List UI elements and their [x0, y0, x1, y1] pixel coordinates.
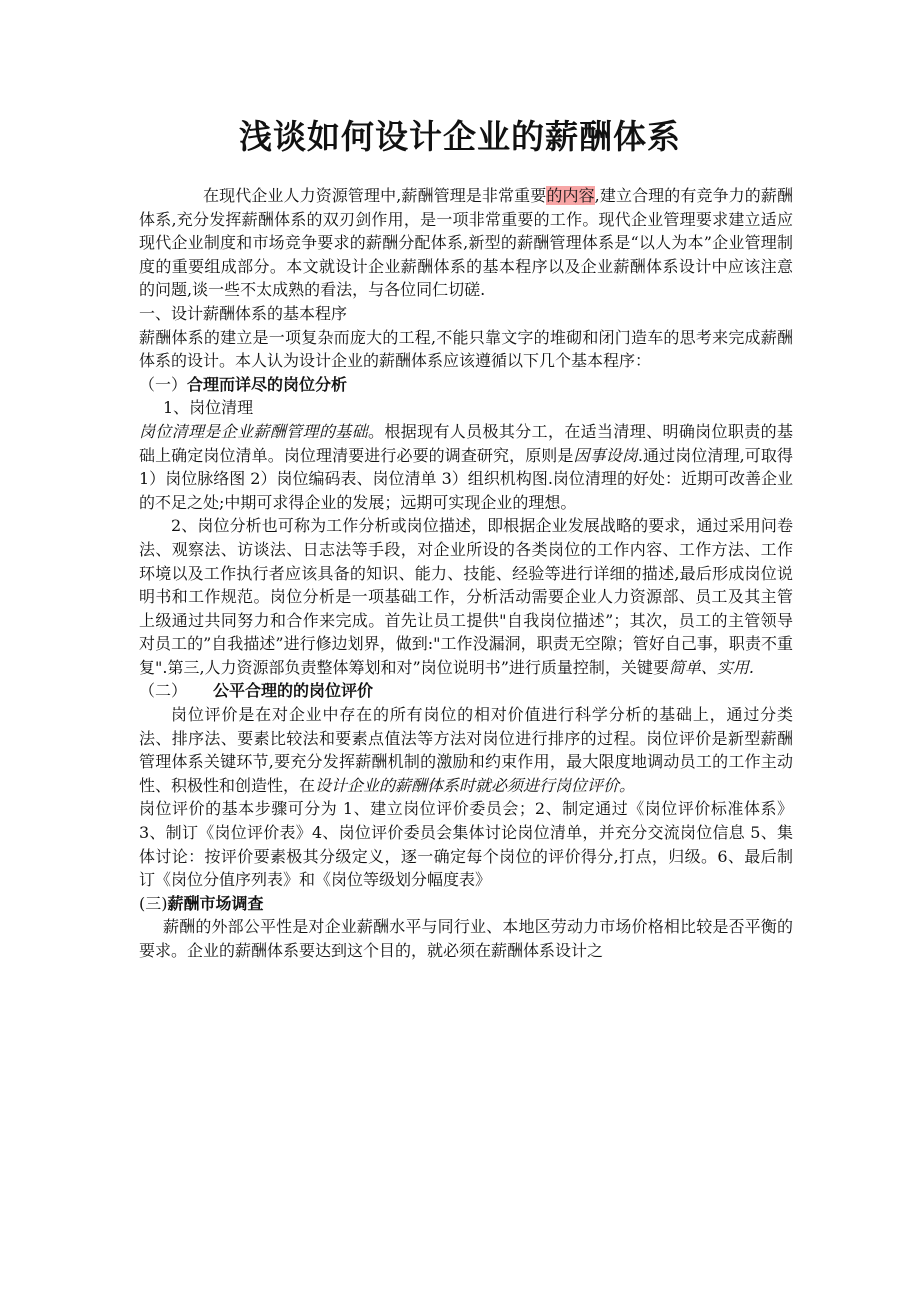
item2-italic-end: 简单、实用.: [668, 657, 754, 677]
intro-text-before: 在现代企业人力资源管理中,薪酬管理是非常重要: [203, 186, 547, 205]
intro-paragraph: [139, 184, 793, 302]
subsection2-heading: [139, 679, 793, 703]
highlighted-text: 的内容: [546, 186, 595, 205]
item1-paragraph: [139, 420, 793, 514]
item2-text: 2、岗位分析也可称为工作分析或岗位描述，即根据企业发展战略的要求，通过采用问卷法、观察法、访谈法、日志法等手段，对企业所设的各类岗位的工作内容、工作方法、工作环境以及工作执行者应该具备的知识、能力、技能、经验等进行详细的描述,最后形成岗位说明书和工作规范。岗位分析是一项基础工作，分析活动需要企业人力资源部、员工及其主管上级通过共同努力和合作来完成。首先让员工提供"自我岗位描述”；其次，员工的主管领导对员工的”自我描述”进行修边划界，做到:"工作没漏洞，职责无空隙；管好自己事，职责不重复".第三,人力资源部负责整体筹划和对”岗位说明书”进行质量控制，关键要: [139, 516, 793, 677]
item1-heading: 1、岗位清理: [163, 398, 254, 418]
document-body: [139, 184, 793, 963]
subsection2-number: （二）: [139, 681, 188, 701]
item2-paragraph: [139, 514, 793, 679]
subsection2-title: 公平合理的的岗位评价: [213, 681, 374, 701]
section1-intro-paragraph: 薪酬体系的建立是一项复杂而庞大的工程,不能只靠文字的堆砌和闭门造车的思考来完成薪酬体系的设计。本人认为设计企业的薪酬体系应该遵循以下几个基本程序：: [139, 327, 793, 371]
item1-italic-lead: 岗位清理是企业薪酬管理的基础: [139, 421, 369, 441]
subsection3-paragraph: 薪酬的外部公平性是对企业薪酬水平与同行业、本地区劳动力市场价格相比较是否平衡的要求。企业的薪酬体系要达到这个目的，就必须在薪酬体系设计之: [139, 917, 793, 960]
subsection2-italic-end: 设计企业的薪酬体系时就必须进行岗位评价。: [315, 775, 636, 795]
subsection3-number: (三): [139, 893, 168, 913]
subsection3-heading: [139, 892, 793, 916]
subsection1-heading: [139, 373, 793, 397]
item1-italic-principle: 因事设岗: [573, 445, 638, 465]
subsection1-title: 合理而详尽的岗位分析: [187, 374, 348, 394]
section1-heading: 一、设计薪酬体系的基本程序: [139, 303, 348, 323]
subsection2-text: 岗位评价是在对企业中存在的所有岗位的相对价值进行科学分析的基础上，通过分类法、排序法、要素比较法和要素点值法等方法对岗位进行排序的过程。岗位评价是新型薪酬管理体系关键环节,要充分发挥薪酬机制的激励和约束作用，最大限度地调动员工的工作主动性、积极性和创造性，在: [139, 705, 793, 795]
document-title: 浅谈如何设计企业的薪酬体系: [239, 117, 681, 156]
evaluation-steps-paragraph: 岗位评价的基本步骤可分为 1、建立岗位评价委员会；2、制定通过《岗位评价标准体系》3、制订《岗位评价表》4、岗位评价委员会集体讨论岗位清单，并充分交流岗位信息 5、集体讨论：按评价要素极其分级定义，逐一确定每个岗位的评价得分,打点，归级。6、最后制订《岗位分值序列表》和《岗位等级划分幅度表》: [139, 799, 793, 890]
subsection2-paragraph: [139, 703, 793, 797]
intro-text-after: ,建立合理的有竞争力的薪酬体系,充分发挥薪酬体系的双刃剑作用，是一项非常重要的工作。现代企业管理要求建立适应现代企业制度和市场竞争要求的薪酬分配体系,新型的薪酬管理体系是“以人为本”企业管理制度的重要组成部分。本文就设计企业薪酬体系的基本程序以及企业薪酬体系设计中应该注意的问题,谈一些不太成熟的看法，与各位同仁切磋.: [139, 186, 793, 300]
item1-text: 。根据现有人员极其分工，在适当清理、明确岗位职责的基础上确定岗位清单。岗位理清要进行必要的调查研究，原则是: [139, 421, 793, 465]
subsection1-number: （一）: [139, 374, 188, 394]
subsection3-title: 薪酬市场调查: [167, 893, 264, 913]
item1-text-rest: .通过岗位清理,可取得 1）岗位脉络图 2）岗位编码表、岗位清单 3）组织机构图.岗位清理的好处：近期可改善企业的不足之处;中期可求得企业的发展；远期可实现企业的理想。: [139, 445, 793, 512]
